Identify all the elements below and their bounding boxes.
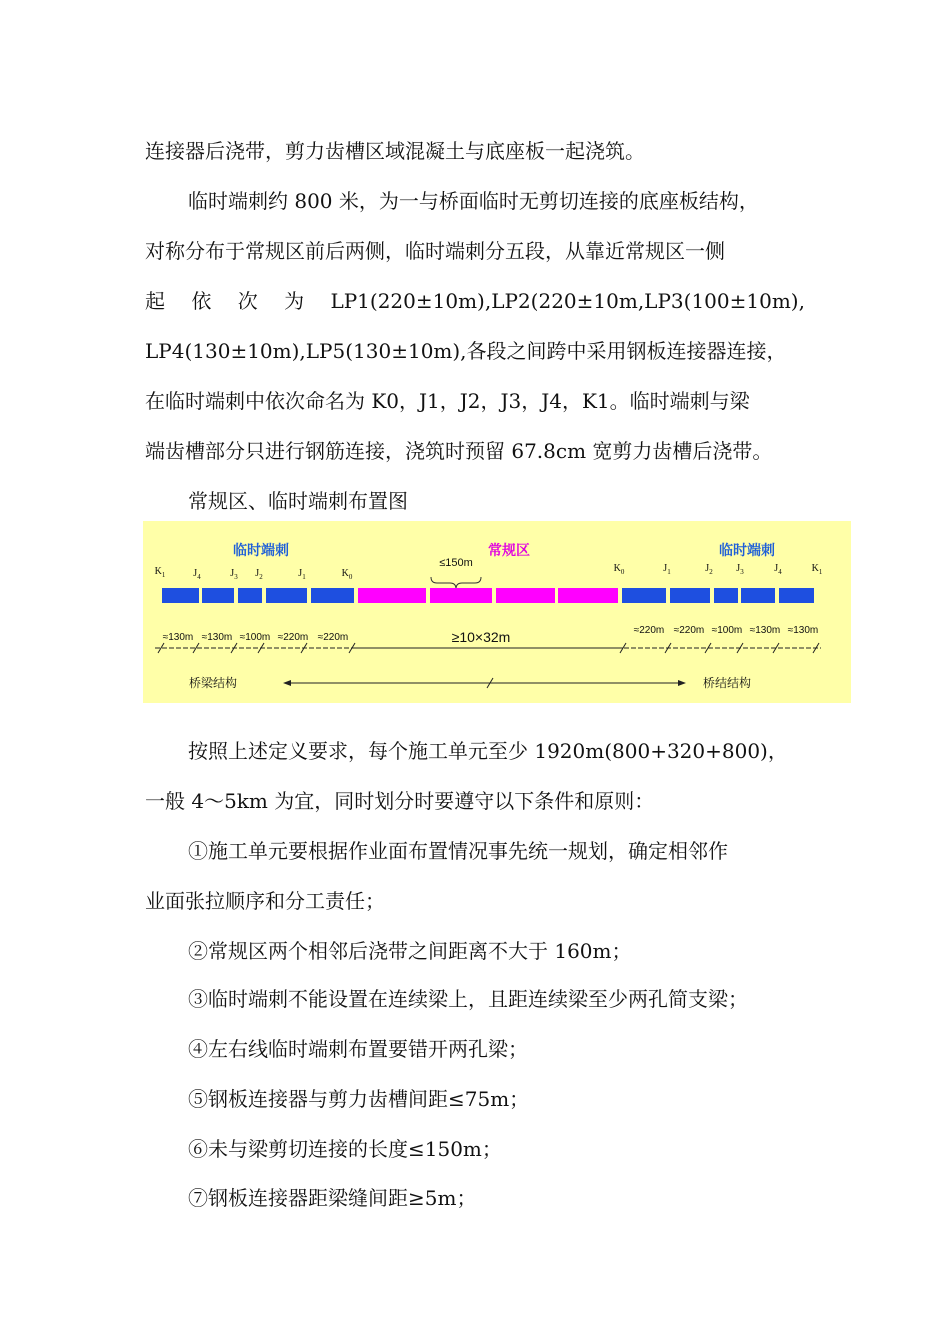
left-temp-segment [238,588,262,603]
left-joint-label: $J_1$ [298,568,306,581]
right-joint-label: $K_1$ [811,563,823,576]
right-temp-segment [714,588,738,603]
figure-caption: 常规区、临时端刺布置图 [188,489,408,513]
left-structure-label: 桥梁结构 [188,676,238,690]
rule-3: ③临时端刺不能设置在连续梁上，且距连续梁至少两孔简支梁； [188,987,748,1011]
right-length-label: ≈130m [787,625,819,636]
para-2-line-4: LP4(130±10m),LP5(130±10m),各段之间跨中采用钢板连接器连接， [145,339,787,363]
span-arrow-right-head [678,680,686,686]
left-joint-label: $J_3$ [230,568,238,581]
para-1-line-1: 连接器后浇带，剪力齿槽区域混凝土与底座板一起浇筑。 [145,139,645,163]
left-length-label: ≈130m [162,632,194,643]
right-temp-title: 临时端刺 [719,542,775,558]
rule-2: ②常规区两个相邻后浇带之间距离不大于 160m； [188,939,632,963]
left-joint-label: $K_1$ [154,566,166,579]
word-wei: 为 [284,289,305,313]
left-joint-label: $J_2$ [255,568,263,581]
rule-7: ⑦钢板连接器距梁缝间距≥5m； [188,1186,477,1210]
left-length-label: ≈220m [277,632,309,643]
right-length-label: ≈220m [633,625,665,636]
right-temp-segment [741,588,775,603]
regular-segment [358,588,426,603]
para-2-line-6: 端齿槽部分只进行钢筋连接，浇筑时预留 67.8cm 宽剪力齿槽后浇带。 [145,439,773,463]
left-length-label: ≈100m [239,632,271,643]
right-structure-label: 桥结结构 [702,676,752,690]
left-temp-segment [202,588,234,603]
left-joint-label: $J_4$ [193,568,201,581]
left-temp-title: 临时端刺 [233,542,289,558]
limit-label: ≤150m [439,557,473,569]
para-3-line-1: 按照上述定义要求，每个施工单元至少 1920m(800+320+800)， [188,739,788,763]
span-arrow-left-head [283,680,291,686]
left-joint-label: $K_0$ [341,568,353,581]
right-length-label: ≈130m [749,625,781,636]
word-yi: 依 [191,289,212,313]
para-2-line-1: 临时端刺约 800 米，为一与桥面临时无剪切连接的底座板结构， [188,189,759,213]
layout-diagram [143,521,851,703]
right-joint-label: $K_0$ [613,563,625,576]
left-length-label: ≈130m [201,632,233,643]
lp-list: LP1(220±10m),LP2(220±10m,LP3(100±10m), [330,289,805,313]
right-joint-label: $J_3$ [736,563,744,576]
right-temp-segment [622,588,666,603]
para-2-line-3 [145,287,805,315]
regular-segment [430,588,492,603]
word-qi: 起 [145,289,165,313]
rule-6: ⑥未与梁剪切连接的长度≤150m； [188,1137,502,1161]
word-ci: 次 [237,289,258,313]
para-2-line-5: 在临时端刺中依次命名为 K0，J1，J2，J3，J4，K1。临时端刺与梁 [145,389,750,413]
limit-brace [431,577,481,589]
regular-zone-title: 常规区 [488,542,530,558]
right-temp-segment [779,588,814,603]
center-length-label: ≥10×32m [451,629,511,645]
para-3-line-2: 一般 4～5km 为宜，同时划分时要遵守以下条件和原则： [145,789,655,813]
para-2-line-2: 对称分布于常规区前后两侧，临时端刺分五段，从靠近常规区一侧 [145,239,725,263]
right-joint-label: $J_4$ [774,563,782,576]
rule-5: ⑤钢板连接器与剪力齿槽间距≤75m； [188,1087,530,1111]
left-temp-segment [311,588,354,603]
left-length-label: ≈220m [317,632,349,643]
right-length-label: ≈100m [711,625,743,636]
rule-4: ④左右线临时端刺布置要错开两孔梁； [188,1037,528,1061]
right-joint-label: $J_1$ [663,563,671,576]
regular-segment [558,588,618,603]
right-temp-segment [670,588,710,603]
left-temp-segment [266,588,307,603]
rule-1-line-1: ①施工单元要根据作业面布置情况事先统一规划，确定相邻作 [188,839,728,863]
rule-1-line-2: 业面张拉顺序和分工责任； [145,889,385,913]
right-length-label: ≈220m [673,625,705,636]
left-temp-segment [162,588,199,603]
right-joint-label: $J_2$ [705,563,713,576]
regular-segment [496,588,555,603]
